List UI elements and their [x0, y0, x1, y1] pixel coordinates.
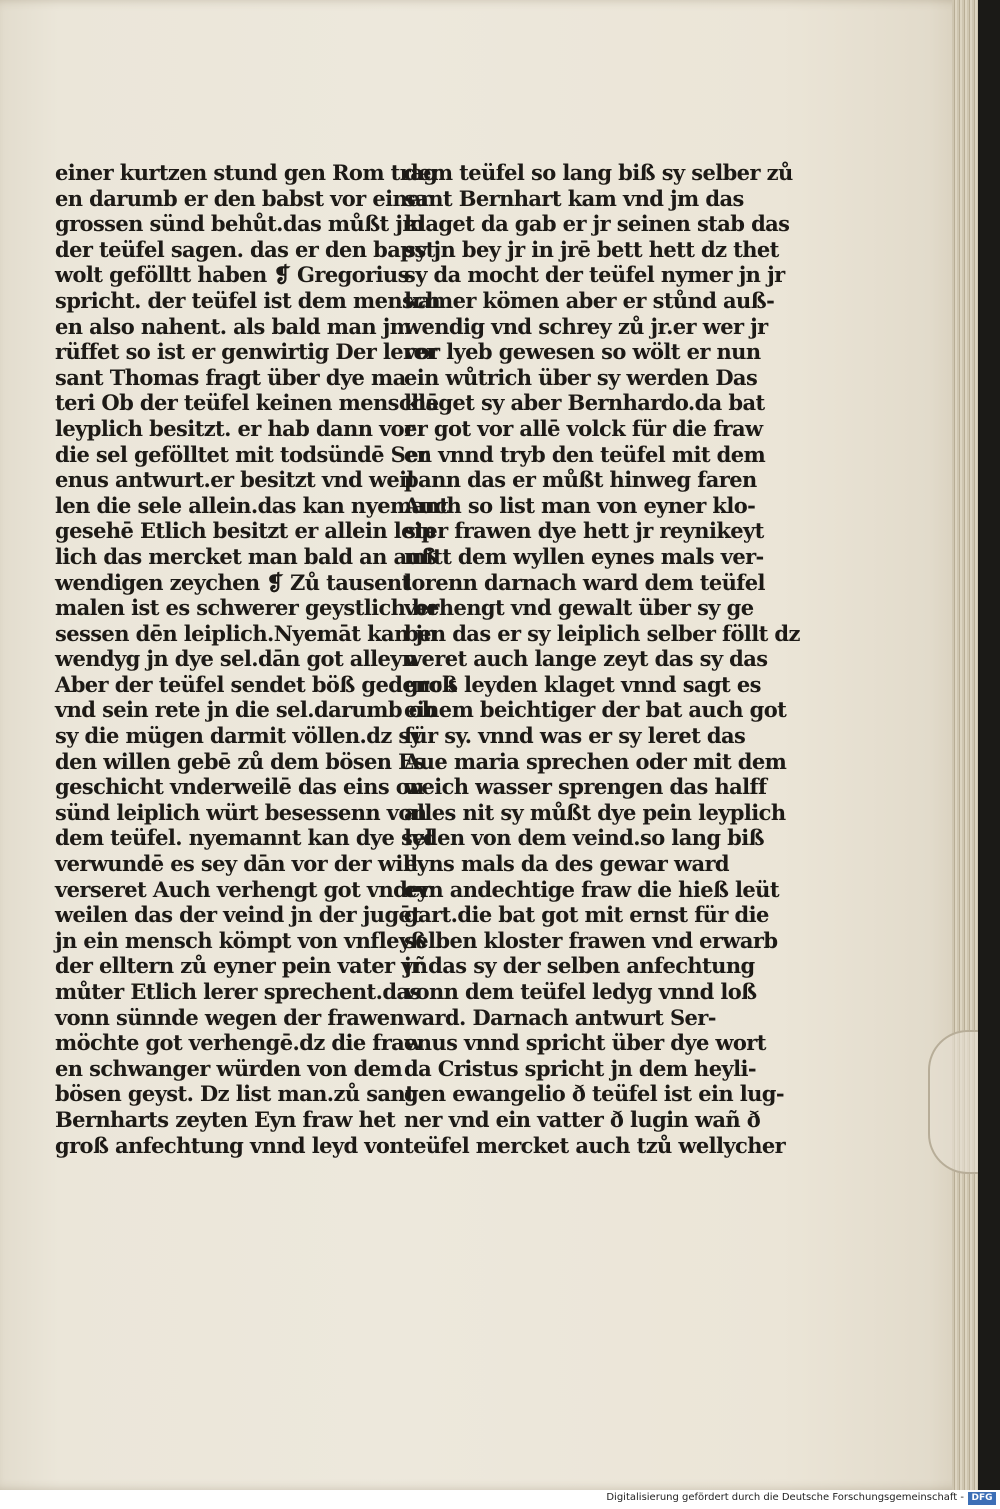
- text-line: en vnnd tryb den teüfel mit dem: [404, 441, 766, 467]
- text-line: sy jn bey jr in jrē bett hett dz thet: [404, 236, 779, 262]
- text-line: rüffet so ist er genwirtig Der lerer: [55, 339, 437, 365]
- text-column-left: [55, 160, 456, 1158]
- text-line: spricht. der teüfel ist dem mensch: [55, 287, 441, 313]
- text-line: einem beichtiger der bat auch got: [404, 697, 787, 723]
- text-line: einer kurtzen stund gen Rom trag: [55, 160, 438, 185]
- text-line: vor lyeb gewesen so wölt er nun: [404, 339, 761, 365]
- text-line: sünd leiplich würt besessenn von: [55, 799, 427, 825]
- thumb-index-notch: [928, 1030, 978, 1174]
- text-line: sy da mocht der teüfel nymer jn jr: [404, 262, 785, 288]
- page-edges: [952, 0, 978, 1490]
- text-line: gen ewangelio ð teüfel ist ein lug-: [404, 1081, 784, 1107]
- text-line: en schwanger würden von dem: [55, 1055, 403, 1081]
- text-line: alles nit sy můßt dye pein leyplich: [404, 799, 786, 825]
- text-line: klaget da gab er jr seinen stab das: [404, 211, 790, 237]
- text-line: mitt dem wyllen eynes mals ver-: [404, 543, 764, 569]
- text-line: der elltern zů eyner pein vater vñ: [55, 953, 428, 979]
- text-line: weret auch lange zeyt das sy das: [404, 646, 768, 672]
- text-line: groß leyden klaget vnnd sagt es: [404, 671, 761, 697]
- text-line: vonn sünnde wegen der frawen: [55, 1004, 405, 1030]
- text-line: gart.die bat got mit ernst für die: [404, 902, 769, 928]
- text-line: geschicht vnderweilē das eins on: [55, 774, 424, 800]
- text-line: jr das sy der selben anfechtung: [404, 953, 755, 979]
- text-line: kamer kömen aber er stůnd auß-: [404, 287, 775, 313]
- text-line: malen ist es schwerer geystlich be: [55, 595, 439, 621]
- text-line: enus antwurt.er besitzt vnd weil: [55, 467, 414, 493]
- text-line: Aue maria sprechen oder mit dem: [404, 748, 787, 774]
- text-line: můter Etlich lerer sprechent.das: [55, 979, 421, 1004]
- text-line: klaget sy aber Bernhardo.da bat: [404, 390, 765, 416]
- text-line: leyplich besitzt. er hab dann vor: [55, 415, 415, 441]
- text-line: sessen dēn leiplich.Nyemāt kan jn: [55, 620, 438, 646]
- text-line: sant Thomas fragt über dye ma: [55, 364, 406, 390]
- text-line: wendyg jn dye sel.dān got alleyn: [55, 646, 417, 672]
- text-line: en also nahent. als bald man jm: [55, 313, 412, 339]
- text-line: lyden von dem veind.so lang biß: [404, 825, 764, 851]
- text-line: ster frawen dye hett jr reynikeyt: [404, 518, 764, 544]
- text-line: eyn andechtige fraw die hieß leüt: [404, 876, 779, 902]
- text-line: len die sele allein.das kan nyemant: [55, 492, 449, 518]
- funding-note: Digitalisierung gefördert durch die Deutsche Forschungsgemeinschaft -: [606, 1492, 964, 1503]
- text-line: ward. Darnach antwurt Ser-: [404, 1004, 716, 1030]
- text-line: die sel gefölltet mit todsündē Ser: [55, 441, 429, 467]
- text-line: wendig vnd schrey zů jr.er wer jr: [404, 313, 768, 339]
- text-line: wolt gefölltt haben ❡ Gregorius: [55, 262, 409, 288]
- text-line: teri Ob der teüfel keinen menschē: [55, 390, 439, 416]
- text-line: verwundē es sey dān vor der will: [55, 851, 418, 877]
- text-line: eyns mals da des gewar ward: [404, 851, 730, 877]
- text-line: verhengt vnd gewalt über sy ge: [404, 595, 754, 621]
- text-column-right: [404, 160, 800, 1158]
- text-line: teüfel mercket auch tzů wellycher: [404, 1132, 786, 1158]
- text-line: dem teüfel so lang biß sy selber zů: [404, 160, 793, 185]
- text-line: pann das er můßt hinweg faren: [404, 467, 757, 493]
- text-line: sy die mügen darmit völlen.dz sy: [55, 723, 422, 749]
- text-line: groß anfechtung vnnd leyd von: [55, 1132, 404, 1158]
- text-line: ein wůtrich über sy werden Das: [404, 364, 758, 390]
- text-line: jn ein mensch kömpt von vnfleyß: [55, 927, 426, 953]
- text-line: ner vnd ein vatter ð lugin wañ ð: [404, 1106, 761, 1132]
- text-line: da Cristus spricht jn dem heyli-: [404, 1055, 756, 1081]
- text-line: verseret Auch verhengt got vnder: [55, 876, 431, 902]
- text-line: lorenn darnach ward dem teüfel: [404, 569, 765, 595]
- text-line: vonn dem teüfel ledyg vnnd loß: [404, 979, 757, 1004]
- text-line: vnd sein rete jn die sel.darumb ob: [55, 697, 437, 723]
- text-line: grossen sünd behůt.das můßt jm: [55, 211, 424, 237]
- text-line: weich wasser sprengen das halff: [404, 774, 767, 800]
- text-line: möchte got verhengē.dz die fraw: [55, 1030, 422, 1056]
- text-line: der teüfel sagen. das er den bapst: [55, 236, 435, 262]
- text-line: Auch so list man von eyner klo-: [404, 492, 756, 518]
- text-line: enus vnnd spricht über dye wort: [404, 1030, 766, 1056]
- text-line: er got vor allē volck für die fraw: [404, 415, 763, 441]
- text-line: en darumb er den babst vor einer: [55, 185, 431, 211]
- text-line: wendigen zeychen ❡ Zů tausent: [55, 569, 411, 595]
- text-line: für sy. vnnd was er sy leret das: [404, 723, 746, 749]
- text-line: Bernharts zeyten Eyn fraw het: [55, 1106, 396, 1132]
- text-line: ben das er sy leiplich selber föllt dz: [404, 620, 800, 646]
- text-line: Aber der teüfel sendet böß gedenck: [55, 671, 456, 697]
- text-line: sant Bernhart kam vnd jm das: [404, 185, 744, 211]
- text-line: weilen das der veind jn der jugēt: [55, 902, 421, 928]
- dfg-logo: DFG: [968, 1492, 996, 1505]
- text-line: lich das mercket man bald an auß: [55, 543, 437, 569]
- text-line: bösen geyst. Dz list man.zů sant: [55, 1081, 415, 1107]
- text-line: dem teüfel. nyemannt kan dye sel: [55, 825, 433, 851]
- text-line: selben kloster frawen vnd erwarb: [404, 927, 778, 953]
- text-line: den willen gebē zů dem bösen Es: [55, 748, 425, 774]
- text-line: gesehē Etlich besitzt er allein leip: [55, 518, 436, 544]
